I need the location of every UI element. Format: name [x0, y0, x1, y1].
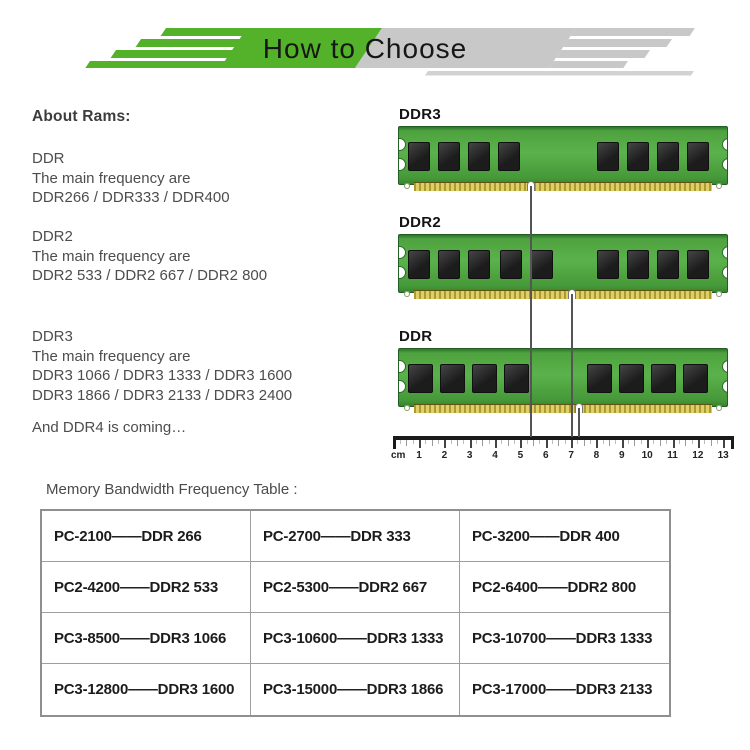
ruler-number: 12	[692, 450, 704, 461]
about-section	[32, 327, 392, 405]
ruler-tick	[508, 440, 509, 446]
memory-chip	[498, 142, 520, 171]
edge-clip-notch	[398, 360, 406, 373]
pin-dot-left	[404, 183, 410, 189]
ram-module-ddr3	[398, 126, 728, 192]
ruler-number: 3	[466, 450, 473, 461]
ram-module-ddr2	[398, 234, 728, 300]
header-stripe-left	[161, 28, 250, 36]
edge-clip-notch	[722, 138, 728, 151]
callout-line	[530, 186, 532, 437]
ruler-tick	[539, 440, 540, 444]
ruler-tick	[596, 440, 598, 448]
about-section	[32, 149, 392, 208]
about-line: The main frequency are	[32, 169, 191, 187]
memory-chip	[683, 364, 708, 393]
ruler	[393, 436, 734, 466]
memory-chip	[657, 142, 679, 171]
ruler-number: 4	[492, 450, 498, 461]
pin-dot-right	[716, 183, 722, 189]
ruler-tick	[552, 440, 553, 444]
ruler-tick	[463, 440, 464, 444]
ruler-tick	[444, 440, 446, 448]
memory-chip	[504, 364, 529, 393]
ruler-tick	[711, 440, 712, 446]
ruler-tick	[679, 440, 680, 444]
ruler-tick	[419, 440, 421, 448]
header-stripe-right	[556, 50, 650, 58]
ruler-tick	[603, 440, 604, 444]
memory-chip	[468, 250, 490, 279]
header-stripe-right	[571, 28, 695, 36]
about-line: DDR3 1866 / DDR3 2133 / DDR3 2400	[32, 386, 293, 404]
freq-table-cell: PC2-4200——DDR2 533	[42, 562, 251, 613]
edge-clip-notch	[398, 158, 406, 171]
edge-clip-notch	[398, 266, 406, 279]
edge-clip-notch	[722, 158, 728, 171]
ruler-tick	[653, 440, 654, 444]
ruler-tick	[482, 440, 483, 446]
memory-chip	[597, 250, 619, 279]
edge-clip-notch	[722, 266, 728, 279]
ruler-end-right	[731, 436, 734, 449]
ruler-tick	[501, 440, 502, 444]
ruler-tick	[634, 440, 635, 446]
ruler-tick	[400, 440, 401, 444]
about-line: DDR2	[32, 228, 73, 245]
about-line: DDR266 / DDR333 / DDR400	[32, 189, 230, 206]
edge-clip-notch	[398, 246, 406, 259]
gold-pins	[414, 182, 712, 191]
ruler-number: 6	[542, 450, 549, 461]
ruler-number: 7	[568, 450, 574, 461]
ruler-tick	[685, 440, 686, 446]
ruler-tick	[717, 440, 718, 444]
ruler-tick	[406, 440, 407, 446]
freq-table-cell: PC-2700——DDR 333	[251, 511, 460, 562]
ruler-tick	[520, 440, 522, 448]
edge-clip-notch	[398, 380, 406, 393]
ruler-tick	[495, 440, 497, 448]
ruler-tick	[628, 440, 629, 444]
ruler-number: 5	[517, 450, 524, 461]
ruler-number: 9	[619, 450, 625, 461]
memory-chip	[408, 364, 433, 393]
ruler-tick	[558, 440, 559, 446]
ruler-tick	[723, 440, 725, 448]
pin-dot-right	[716, 405, 722, 411]
ruler-tick	[647, 440, 649, 448]
pin-dot-left	[404, 291, 410, 297]
ram-module-ddr	[398, 348, 728, 414]
edge-clip-notch	[722, 246, 728, 259]
module-label-ddr2: DDR2	[399, 214, 442, 231]
module-label-ddr3: DDR3	[399, 106, 442, 123]
memory-chip	[440, 364, 465, 393]
ruler-tick	[615, 440, 616, 444]
memory-chip	[472, 364, 497, 393]
ruler-tick	[527, 440, 528, 444]
ruler-number: 1	[416, 450, 422, 461]
edge-clip-notch	[398, 138, 406, 151]
header-underline	[425, 71, 694, 76]
edge-clip-notch	[722, 360, 728, 373]
ruler-tick	[457, 440, 458, 446]
ruler-number: 13	[717, 450, 729, 461]
about-heading: About Rams:	[32, 108, 131, 125]
ruler-tick	[698, 440, 700, 448]
memory-chip	[597, 142, 619, 171]
ruler-number: 8	[593, 450, 600, 461]
freq-table-cell: PC3-12800——DDR3 1600	[42, 664, 251, 715]
frequency-table	[40, 509, 671, 717]
about-section	[32, 227, 392, 286]
ruler-unit-label: cm	[391, 450, 406, 461]
module-label-ddr: DDR	[399, 328, 433, 345]
edge-clip-notch	[722, 380, 728, 393]
memory-chip	[657, 250, 679, 279]
header-stripe-left	[111, 50, 242, 58]
ruler-tick	[692, 440, 693, 444]
memory-chip	[468, 142, 490, 171]
freq-table-cell: PC2-5300——DDR2 667	[251, 562, 460, 613]
ruler-tick	[533, 440, 534, 446]
ruler-tick	[438, 440, 439, 444]
ruler-tick	[514, 440, 515, 444]
memory-chip	[687, 142, 709, 171]
freq-table-cell: PC3-17000——DDR3 2133	[472, 681, 653, 698]
header-stripe-left	[85, 61, 238, 68]
ruler-tick	[622, 440, 624, 448]
freq-table-cell: PC2-6400——DDR2 800	[460, 562, 669, 613]
table-title: Memory Bandwidth Frequency Table :	[46, 481, 298, 498]
memory-chip	[627, 250, 649, 279]
gold-pins	[414, 404, 712, 413]
ruler-tick	[451, 440, 452, 444]
freq-table-cell: PC3-15000——DDR3 1866	[251, 664, 460, 715]
ruler-end-left	[393, 436, 396, 449]
header-title: How to Choose	[262, 33, 468, 64]
memory-chip	[408, 250, 430, 279]
memory-chip	[408, 142, 430, 171]
ruler-tick	[590, 440, 591, 444]
ruler-tick	[641, 440, 642, 444]
header-stripe-right	[563, 39, 672, 47]
memory-chip	[687, 250, 709, 279]
about-footnote: And DDR4 is coming…	[32, 419, 187, 436]
about-line: DDR	[32, 150, 65, 167]
memory-chip	[651, 364, 676, 393]
about-line: The main frequency are	[32, 347, 191, 365]
memory-chip	[438, 250, 460, 279]
ruler-tick	[584, 440, 585, 446]
ruler-tick	[673, 440, 675, 448]
ruler-tick	[489, 440, 490, 444]
memory-chip	[531, 250, 553, 279]
header-banner	[0, 0, 750, 95]
ruler-tick	[609, 440, 610, 446]
memory-chip	[500, 250, 522, 279]
header-stripe-left	[136, 39, 246, 47]
callout-line	[578, 408, 580, 437]
memory-chip	[587, 364, 612, 393]
ruler-tick	[476, 440, 477, 444]
ruler-number: 2	[441, 450, 448, 461]
about-line: DDR2 533 / DDR2 667 / DDR2 800	[32, 267, 268, 284]
ruler-tick	[704, 440, 705, 444]
freq-table-cell: PC-3200——DDR 400	[460, 511, 669, 562]
ruler-tick	[413, 440, 414, 444]
ruler-tick	[666, 440, 667, 444]
freq-table-cell: PC3-8500——DDR3 1066	[42, 613, 251, 664]
ruler-number: 10	[641, 450, 653, 461]
freq-table-cell: PC-2100——DDR 266	[42, 511, 251, 562]
freq-table-cell: PC3-10600——DDR3 1333	[251, 613, 460, 664]
ruler-tick	[660, 440, 661, 446]
callout-line	[571, 294, 573, 437]
freq-table-cell: PC3-10700——DDR3 1333	[460, 613, 669, 664]
header-stripe-right	[549, 61, 628, 68]
ruler-tick	[470, 440, 472, 448]
ruler-tick	[577, 440, 578, 444]
ruler-tick	[425, 440, 426, 444]
memory-chip	[438, 142, 460, 171]
gold-pins	[414, 290, 712, 299]
ruler-tick	[571, 440, 573, 448]
about-line: DDR3 1066 / DDR3 1333 / DDR3 1600	[32, 367, 293, 384]
memory-chip	[627, 142, 649, 171]
ruler-number: 11	[667, 450, 678, 461]
about-line: DDR3	[32, 328, 73, 345]
memory-chip	[619, 364, 644, 393]
pin-dot-right	[716, 291, 722, 297]
pin-dot-left	[404, 405, 410, 411]
ruler-tick	[432, 440, 433, 446]
ruler-tick	[546, 440, 548, 448]
about-line: The main frequency are	[32, 247, 191, 265]
ruler-tick	[565, 440, 566, 444]
